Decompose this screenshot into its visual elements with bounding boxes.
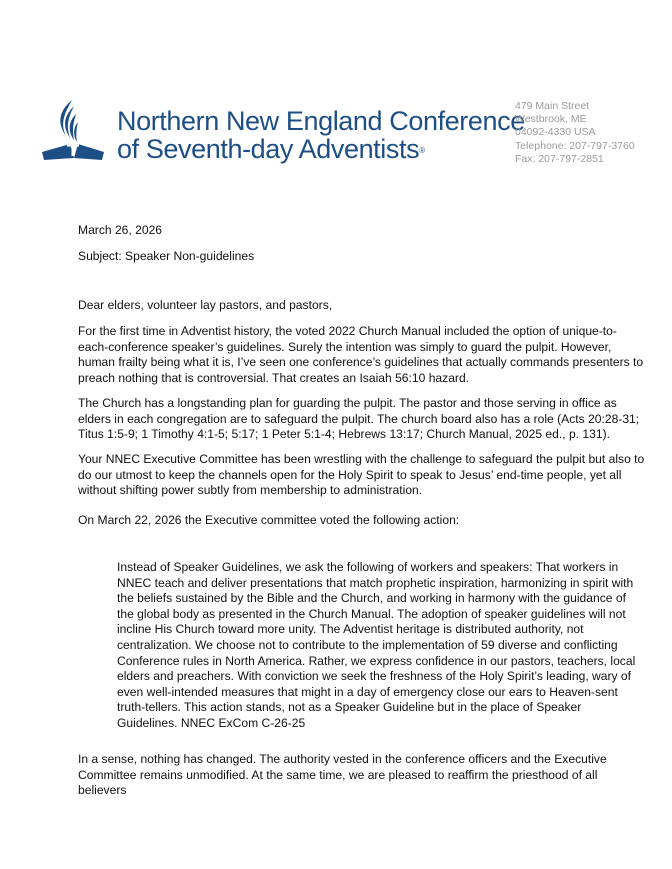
registered-mark: ® [419, 146, 425, 155]
address-city: Westbrook, ME [515, 113, 587, 126]
paragraph-3: Your NNEC Executive Committee has been wrestling with the challenge to safeguard the pulpit but also to do our utmost to keep the channels open for the Holy Spirit to speak to Jesus’ end-time people, yet all without shifting power subtly from membership to administration. [78, 452, 645, 498]
organization-name-line1: Northern New England Conference [117, 106, 525, 136]
address-street: 479 Main Street [515, 100, 590, 112]
letter-date: March 26, 2026 [78, 223, 163, 237]
paragraph-4: On March 22, 2026 the Executive committee voted the following action: [78, 513, 460, 527]
letterhead [0, 0, 672, 190]
letter-subject: Subject: Speaker Non-guidelines [78, 249, 255, 263]
address-fax: Fax: 207-797-2851 [515, 152, 604, 165]
paragraph-2: The Church has a longstanding plan for guarding the pulpit. The pastor and those serving in office as elders in each congregation are to safeguard the pulpit. The church board also has a role (Acts 20:28-31; Titus 1:5-9; 1 Timothy 4:1-5; 5:17; 1 Peter 5:1-4; Hebrews 13:17; Church Manual, 2025 ed., p. 131). [78, 396, 640, 442]
organization-name [117, 107, 525, 163]
address-postal: 04092-4330 USA [515, 126, 596, 139]
organization-name-line2-text: of Seventh-day Adventists [117, 134, 420, 164]
address-telephone: Telephone: 207-797-3760 [515, 139, 635, 152]
organization-name-line2 [117, 135, 525, 163]
address-block [515, 100, 635, 166]
paragraph-1: For the first time in Adventist history, the voted 2022 Church Manual included the option of unique-to-each-conference speaker’s guidelines. Surely the intention was simply to guard the pulpit. However, human frailty being what it is, I’ve seen one conference’s guidelines that actually commands presenters to preach nothing that is controversial. That creates an Isaiah 56:10 hazard. [78, 324, 644, 385]
adventist-flame-bible-icon [38, 96, 108, 162]
voted-action: Instead of Speaker Guidelines, we ask the following of workers and speakers: That workers in NNEC teach and deliver presentations that match prophetic inspiration, harmonizing in spirit with the beliefs sustained by the Bible and the Church, and working in harmony with the guidance of the global body as presented in the Church Manual. The adoption of speaker guidelines will not incline His Church toward more unity. The Adventist heritage is distributed authority, not centralization. We choose not to contribute to the implementation of 59 diverse and conflicting Conference rules in North America. Rather, we express confidence in our pastors, teachers, local elders and preachers. With conviction we seek the freshness of the Holy Spirit’s leading, wary of even well-intended measures that might in a day of emergency close our ears to Heaven-sent truth-tellers. This action stands, not as a Speaker Guideline but in the place of Speaker Guidelines. NNEC ExCom C-26-25 [117, 560, 636, 730]
salutation: Dear elders, volunteer lay pastors, and pastors, [78, 298, 333, 312]
closing-paragraph: In a sense, nothing has changed. The authority vested in the conference officers and the Executive Committee remains unmodified. At the same time, we are pleased to reaffirm the priesthood of all believers [78, 752, 607, 798]
